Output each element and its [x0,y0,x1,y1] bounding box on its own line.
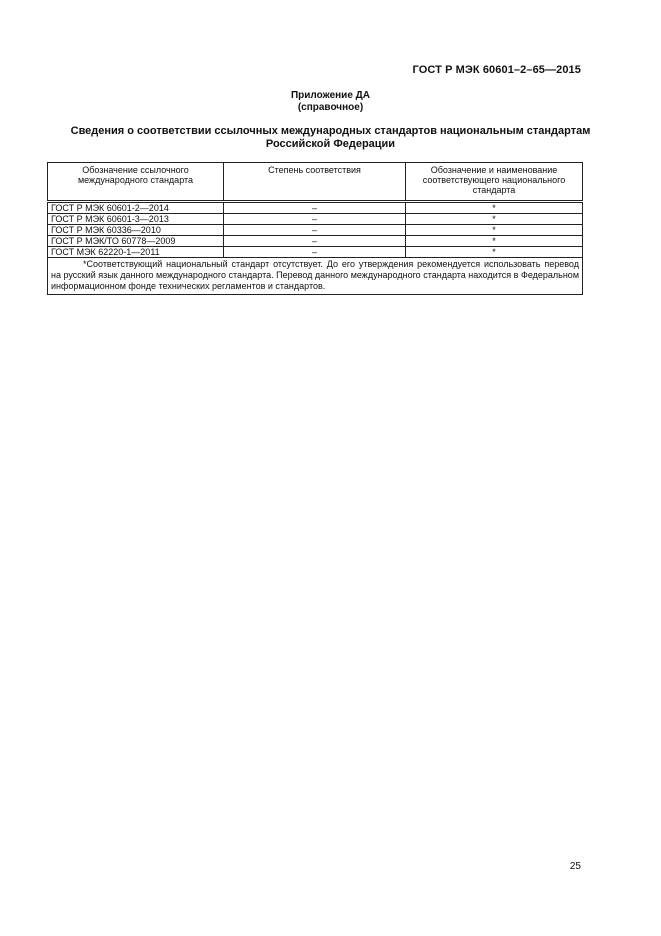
footnote-text: *Соответствующий национальный стандарт отсутствует. До его утверждения рекомендуется использовать перевод на русский язык данного международного стандарта. Перевод данного международного стандарта находится в Федеральном информационном фонде технических регламентов и стандартов. [51,259,579,291]
column-header-national-standard: Обозначение и наименование соответствующего национального стандарта [406,163,583,202]
table-cell-standard: ГОСТ Р МЭК 60601-2—2014 [48,202,224,214]
table-footnote [48,258,583,295]
table-cell-standard: ГОСТ Р МЭК 60601-3—2013 [48,214,224,225]
table-cell-degree: – [224,225,406,236]
table-cell-degree: – [224,202,406,214]
table-cell-degree: – [224,247,406,258]
table-cell-national: * [406,202,583,214]
table-cell-national: * [406,236,583,247]
table-cell-degree: – [224,214,406,225]
document-number: ГОСТ Р МЭК 60601–2–65—2015 [412,64,581,76]
table-cell-national: * [406,214,583,225]
table-footnote-row [48,258,583,295]
annex-heading [0,90,661,114]
column-header-degree: Степень соответствия [224,163,406,202]
table-cell-degree: – [224,236,406,247]
table-cell-national: * [406,225,583,236]
table-row [48,247,583,258]
table-row [48,236,583,247]
table-cell-standard: ГОСТ Р МЭК 60336—2010 [48,225,224,236]
table-row [48,202,583,214]
page-number: 25 [569,861,581,872]
table-cell-national: * [406,247,583,258]
section-title: Сведения о соответствии ссылочных международных стандартов национальным стандартам Российской Федерации [70,125,591,150]
table-cell-standard: ГОСТ Р МЭК/ТО 60778—2009 [48,236,224,247]
standards-table [47,162,583,295]
annex-title: Приложение ДА [290,90,371,101]
table-cell-standard: ГОСТ МЭК 62220-1—2011 [48,247,224,258]
table-header-row [48,163,583,202]
table-row [48,225,583,236]
table-row [48,214,583,225]
annex-subtitle: (справочное) [297,102,364,113]
column-header-reference-standard: Обозначение ссылочного международного стандарта [48,163,224,202]
